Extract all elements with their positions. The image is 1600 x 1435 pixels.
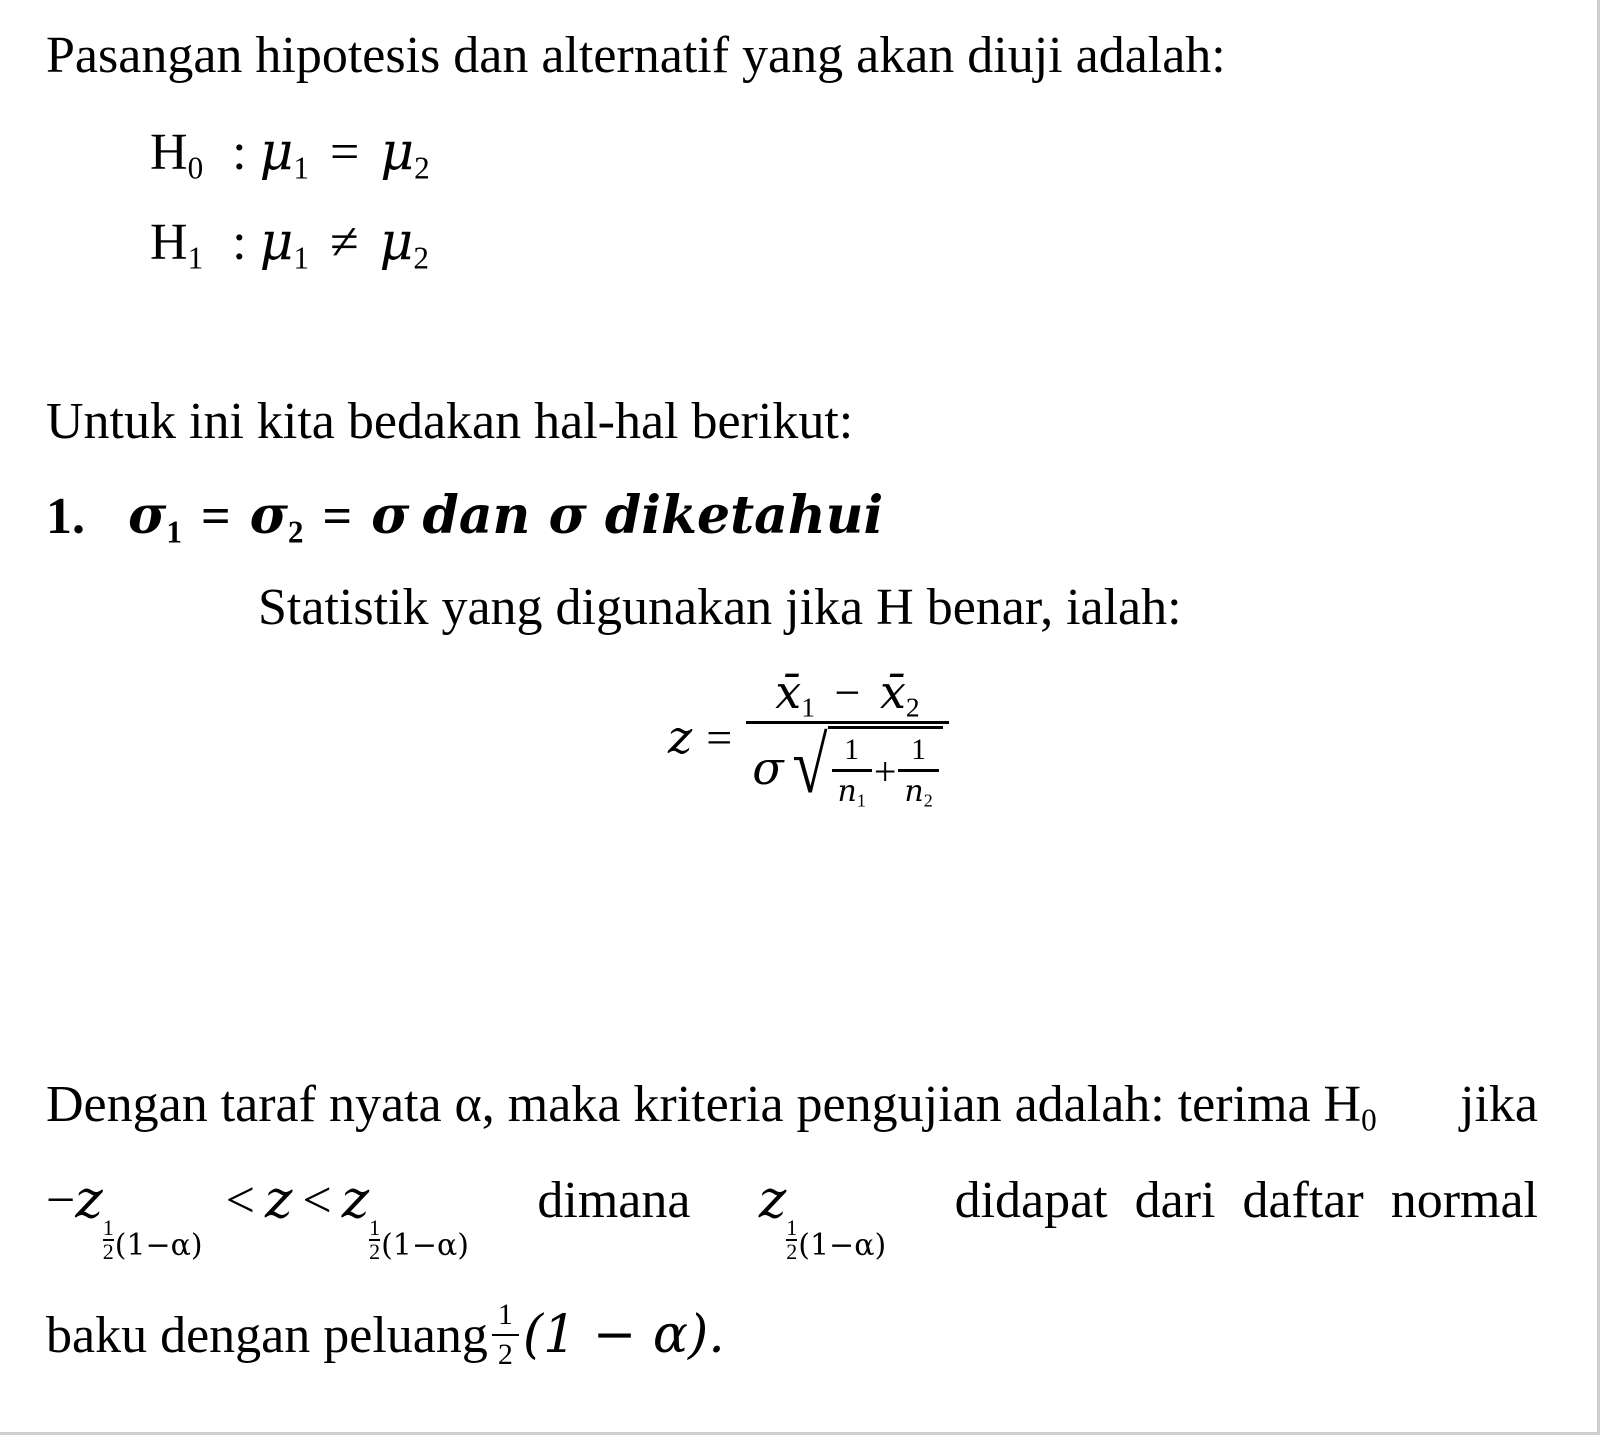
def-z-paren: (1−α) xyxy=(798,1228,887,1264)
case-1-eq2: = xyxy=(322,488,353,545)
ineq-lt1: < xyxy=(225,1172,255,1229)
case-1-number: 1. xyxy=(46,488,85,545)
formula-xbar2-sub: 2 xyxy=(905,691,920,723)
h1-colon: : xyxy=(232,214,247,271)
intro-text: Pasangan hipotesis dan alternatif yang akan diuji adalah: xyxy=(46,27,1226,84)
criteria-line1-sub: 0 xyxy=(1361,1102,1377,1138)
h0-mu1-sub: 1 xyxy=(293,150,309,186)
ineq-z: z xyxy=(264,1170,293,1230)
h0-mu2: μ xyxy=(380,122,415,182)
ineq-z1-sub xyxy=(103,1217,203,1263)
formula-sqrt xyxy=(788,722,943,811)
formula-minus: − xyxy=(834,667,861,718)
cases-intro: Untuk ini kita bedakan hal-hal berikut: xyxy=(46,393,854,450)
case-1-sigma2-sub: 2 xyxy=(287,514,304,550)
frac1-n: n xyxy=(837,774,857,809)
criteria-half-fraction xyxy=(492,1298,519,1372)
statistic-intro: Statistik yang digunakan jika H benar, ialah: xyxy=(258,579,1182,636)
criteria-dimana: dimana xyxy=(537,1172,691,1229)
frac1-n-sub: 1 xyxy=(856,790,866,811)
formula-denominator xyxy=(746,724,949,809)
ineq-z2: z xyxy=(341,1170,370,1230)
formula-numerator xyxy=(769,665,925,721)
criteria-line3-start: baku dengan peluang xyxy=(46,1306,488,1364)
frac2-num: 1 xyxy=(911,733,927,766)
half-num: 1 xyxy=(497,1298,513,1331)
formula-frac-1-n1 xyxy=(832,733,872,809)
half-den: 2 xyxy=(497,1338,513,1371)
def-z-half-den: 2 xyxy=(786,1239,798,1265)
case-1-sigma2: σ xyxy=(249,485,288,546)
criteria-line-1 xyxy=(46,1075,1538,1138)
ineq-lt2: < xyxy=(302,1172,332,1229)
h1-sub: 1 xyxy=(187,240,204,276)
z-formula xyxy=(668,665,949,809)
case-1-sigma1-sub: 1 xyxy=(166,514,182,550)
formula-fraction xyxy=(746,665,949,809)
formula-xbar1-sub: 1 xyxy=(801,691,815,723)
case-1-sigma: σ xyxy=(371,485,410,546)
criteria-line3-end: (1 − α). xyxy=(522,1305,725,1365)
h0-colon: : xyxy=(232,124,247,181)
sqrt-body xyxy=(828,726,943,809)
h0-mu1: μ xyxy=(259,122,294,182)
ineq-z1-half-num: 1 xyxy=(102,1215,114,1241)
frac1-num: 1 xyxy=(844,733,860,766)
hypothesis-h1 xyxy=(150,212,429,276)
case-1-text: dan σ diketahui xyxy=(422,485,884,546)
formula-plus: + xyxy=(873,748,897,794)
h1-mu2-sub: 2 xyxy=(413,240,429,276)
criteria-z-def xyxy=(759,1170,886,1263)
def-z-sub xyxy=(786,1217,886,1263)
ineq-z2-half-den: 2 xyxy=(369,1239,381,1265)
h1-relation: ≠ xyxy=(330,214,359,271)
h1-mu1-sub: 1 xyxy=(293,240,309,276)
ineq-z2-paren: (1−α) xyxy=(381,1228,469,1264)
criteria-inequality xyxy=(46,1170,469,1263)
ineq-z1-paren: (1−α) xyxy=(114,1228,203,1264)
formula-xbar2: x̄ xyxy=(879,665,906,719)
formula-frac-1-n2 xyxy=(898,733,938,809)
ineq-z2-half-num: 1 xyxy=(369,1215,381,1241)
ineq-z1-half-den: 2 xyxy=(102,1239,114,1265)
ineq-neg: − xyxy=(46,1172,76,1229)
criteria-line1-text-wrap xyxy=(46,1075,1377,1138)
def-z-half-num: 1 xyxy=(786,1215,798,1241)
h0-relation: = xyxy=(330,124,360,181)
sqrt-radical-icon: √ xyxy=(792,722,828,810)
frac2-n-sub: 2 xyxy=(923,790,933,811)
h0-label: H xyxy=(150,124,188,181)
formula-sigma: σ xyxy=(752,740,784,795)
criteria-line1-end: jika xyxy=(1460,1076,1538,1133)
criteria-line1-text: Dengan taraf nyata α, maka kriteria pengujian adalah: terima H xyxy=(46,1076,1362,1133)
h0-sub: 0 xyxy=(187,150,204,186)
h1-label: H xyxy=(150,214,188,271)
ineq-z1: z xyxy=(75,1170,103,1230)
formula-xbar1: x̄ xyxy=(775,665,802,719)
case-1-eq1: = xyxy=(200,488,231,545)
case-1-heading xyxy=(46,485,884,550)
formula-eq: = xyxy=(706,711,733,763)
h1-mu1: μ xyxy=(259,212,294,272)
def-z: z xyxy=(758,1170,787,1230)
criteria-line-2 xyxy=(46,1170,1538,1263)
case-1-sigma1: σ xyxy=(128,485,167,546)
hypothesis-h0 xyxy=(150,122,430,186)
frac2-n: n xyxy=(904,774,924,809)
criteria-line-3 xyxy=(46,1298,725,1372)
h1-mu2: μ xyxy=(379,212,414,272)
ineq-z2-sub xyxy=(369,1217,469,1263)
criteria-didapat: didapat dari daftar normal xyxy=(954,1172,1538,1229)
h0-mu2-sub: 2 xyxy=(414,150,430,186)
formula-z: z xyxy=(668,710,693,764)
